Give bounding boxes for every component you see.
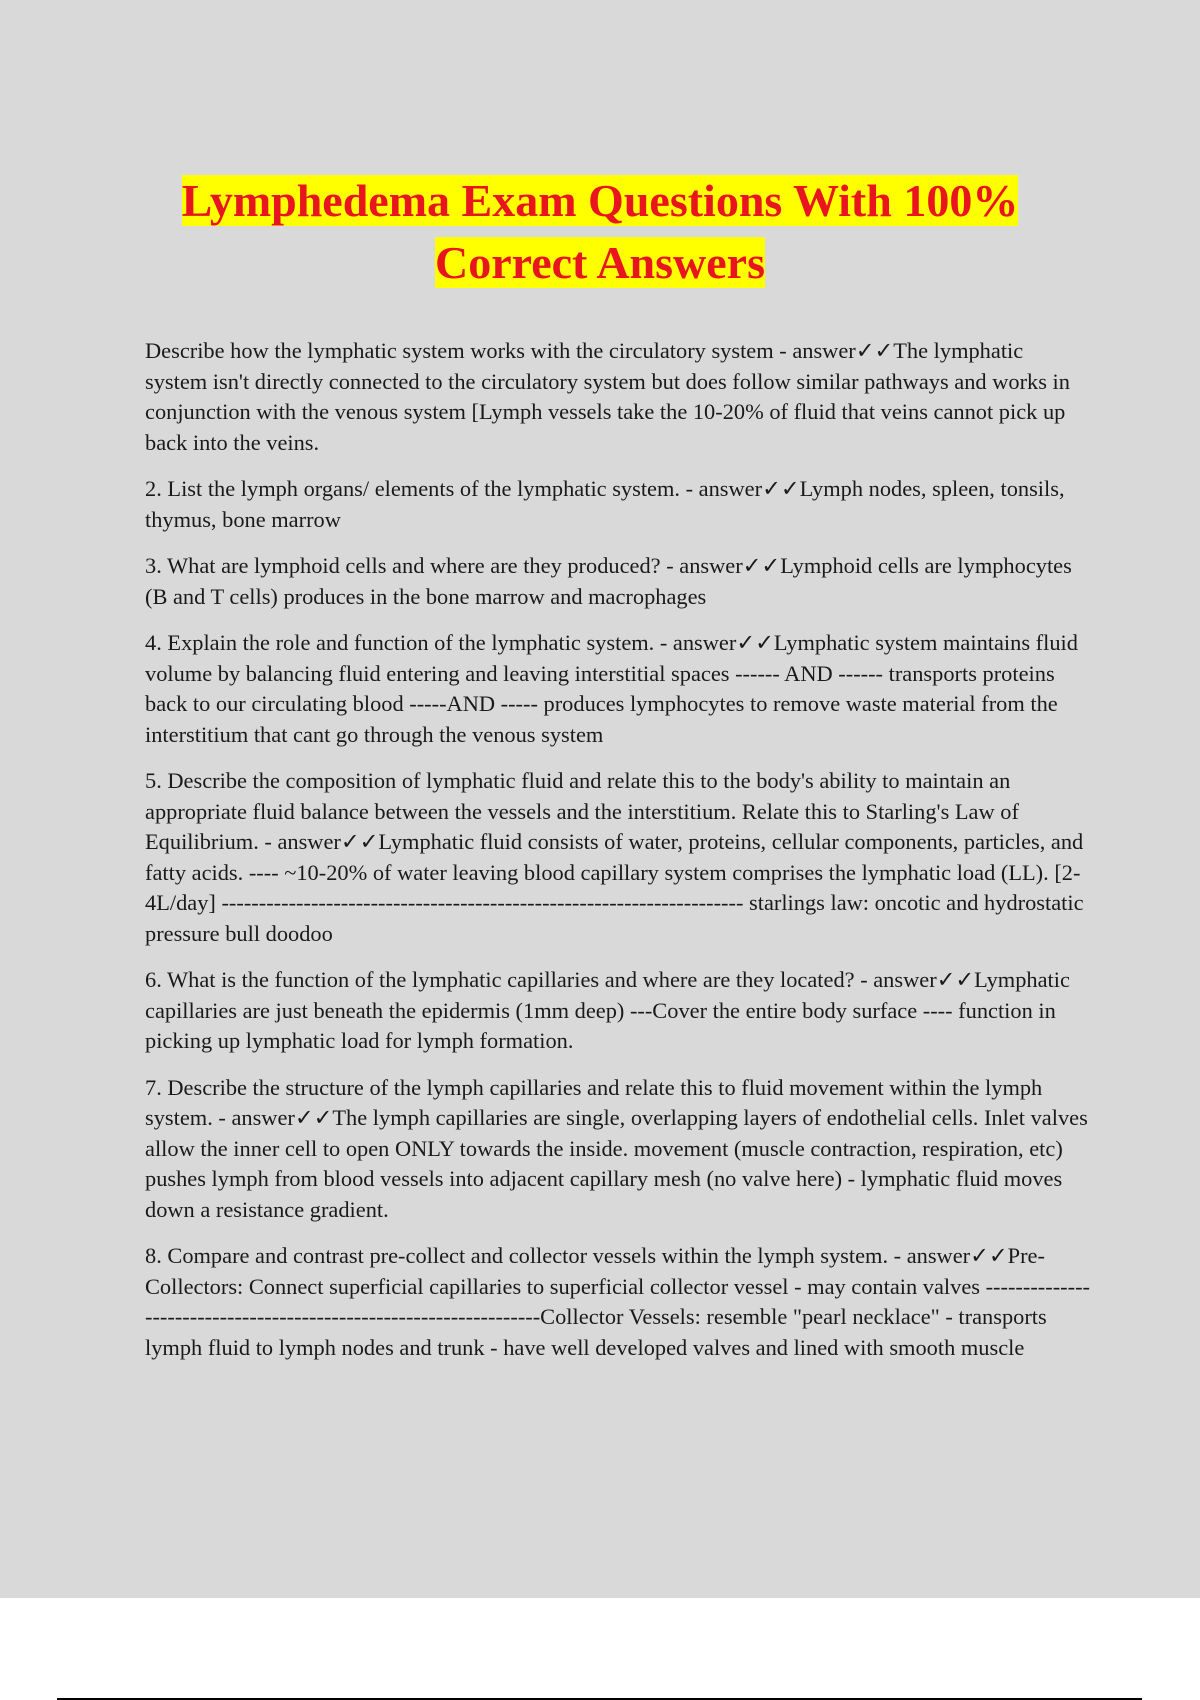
qa-item-7: 7. Describe the structure of the lymph capillaries and relate this to fluid movement within the lymph system. - answer✓✓The lymph capillaries are single, overlapping layers of endothelial cells. Inlet valves allow the inner cell to open ONLY towards the inside. movement (muscle contraction, respiration, etc) pushes lymph from blood vessels into adjacent capillary mesh (no valve here) - lymphatic fluid moves down a resistance gradient. — [145, 1074, 1088, 1222]
qa-item-4: 4. Explain the role and function of the lymphatic system. - answer✓✓Lymphatic system maintains fluid volume by balancing fluid entering and leaving interstitial spaces ------ AND ------ transports proteins back to our circulating blood -----AND ----- produces lymphocytes to remove waste material from the interstitium that cant go through the venous system — [145, 630, 1078, 747]
question-answer-list — [145, 336, 1090, 1379]
qa-item-8: 8. Compare and contrast pre-collect and collector vessels within the lymph system. - answer✓✓Pre-Collectors: Connect superficial capillaries to superficial collector vessel - may contain valves -------------------------------------------------------------------Collector Vessels: resemble "pearl necklace" - transports lymph fluid to lymph nodes and trunk - have well developed valves and lined with smooth muscle — [145, 1243, 1090, 1360]
qa-item-5: 5. Describe the composition of lymphatic fluid and relate this to the body's ability to maintain an appropriate fluid balance between the vessels and the interstitium. Relate this to Starling's Law of Equilibrium. - answer✓✓Lymphatic fluid consists of water, proteins, cellular components, particles, and fatty acids. ---- ~10-20% of water leaving blood capillary system comprises the lymphatic load (LL). [2-4L/day] ---------------------------------------------------------------------- starlings law: oncotic and hydrostatic pressure bull doodoo — [145, 768, 1084, 946]
document-title — [0, 170, 1200, 294]
title-line-2: Correct Answers — [435, 237, 765, 288]
qa-item-3: 3. What are lymphoid cells and where are they produced? - answer✓✓Lymphoid cells are lymphocytes (B and T cells) produces in the bone marrow and macrophages — [145, 553, 1072, 609]
qa-item-1: Describe how the lymphatic system works with the circulatory system - answer✓✓The lymphatic system isn't directly connected to the circulatory system but does follow similar pathways and works in conjunction with the venous system [Lymph vessels take the 10-20% of fluid that veins cannot pick up back into the veins. — [145, 338, 1070, 455]
qa-item-2: 2. List the lymph organs/ elements of the lymphatic system. - answer✓✓Lymph nodes, spleen, tonsils, thymus, bone marrow — [145, 476, 1065, 532]
title-line-1: Lymphedema Exam Questions With 100% — [181, 175, 1019, 226]
qa-item-6: 6. What is the function of the lymphatic capillaries and where are they located? - answer✓✓Lymphatic capillaries are just beneath the epidermis (1mm deep) ---Cover the entire body surface ---- function in picking up lymphatic load for lymph formation. — [145, 967, 1070, 1053]
